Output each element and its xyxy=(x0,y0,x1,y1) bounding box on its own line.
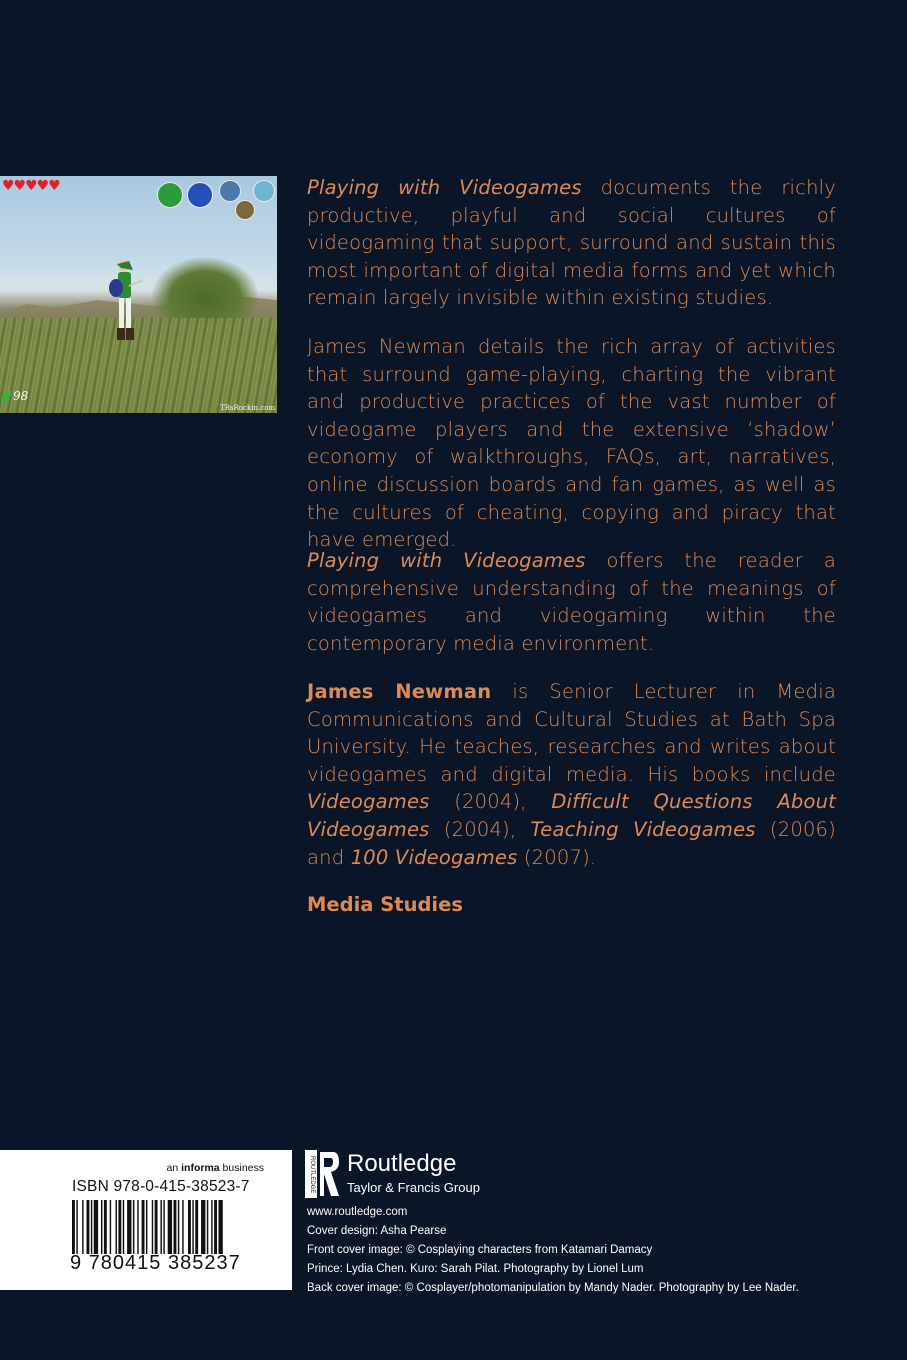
barcode-bar xyxy=(146,1200,147,1254)
c-button-icon xyxy=(235,200,255,220)
cosplayer-figure xyxy=(103,258,143,348)
svg-text:ROUTLEDGE: ROUTLEDGE xyxy=(309,1156,315,1194)
publisher-group: Taylor & Francis Group xyxy=(347,1180,480,1195)
rupee-counter: 98 xyxy=(2,389,28,403)
book-title: Playing with Videogames xyxy=(307,176,582,199)
barcode-bar xyxy=(160,1200,161,1254)
a-button-icon xyxy=(187,182,213,208)
routledge-logo-icon xyxy=(305,1150,339,1198)
book-title: Playing with Videogames xyxy=(307,549,586,572)
barcode-bar xyxy=(182,1200,183,1254)
barcode-bar xyxy=(207,1200,208,1254)
barcode-bar xyxy=(174,1200,177,1254)
back-cover-photo xyxy=(0,176,277,413)
barcode-bar xyxy=(116,1200,117,1254)
barcode-bar xyxy=(101,1200,102,1254)
blurb-paragraph-1: Playing with Videogames documents the richly productive, playful and social cultures of videogaming that support, surround and sustain this most important of digital media forms and yet which remain largely invisible within existing studies. xyxy=(307,176,836,310)
barcode-bar xyxy=(104,1200,107,1254)
credit-line: Front cover image: © Cosplaying characters from Katamari Damacy xyxy=(307,1244,653,1256)
barcode-bar xyxy=(155,1200,158,1254)
barcode-bar xyxy=(94,1200,98,1254)
barcode-bar xyxy=(152,1200,153,1254)
barcode-bar xyxy=(91,1200,92,1254)
barcode-bar xyxy=(142,1200,145,1254)
barcode xyxy=(70,1200,270,1254)
b-button-icon xyxy=(157,182,183,208)
barcode-bar xyxy=(82,1200,83,1254)
credit-line: Back cover image: © Cosplayer/photomanipulation by Mandy Nader. Photography by Lee Nader. xyxy=(307,1282,799,1294)
barcode-bar xyxy=(118,1200,121,1254)
barcode-bar xyxy=(87,1200,90,1254)
barcode-bar xyxy=(195,1200,198,1254)
barcode-bar xyxy=(168,1200,172,1254)
barcode-bar xyxy=(110,1200,111,1254)
subject-category: Media Studies xyxy=(307,893,463,916)
informa-label: an informa business xyxy=(166,1162,264,1174)
barcode-bar xyxy=(133,1200,134,1254)
barcode-bar xyxy=(188,1200,191,1254)
credits xyxy=(307,1203,799,1298)
publisher-name: Routledge xyxy=(347,1150,457,1177)
website-link[interactable]: www.routledge.com xyxy=(307,1206,408,1218)
barcode-digits: 9 780415 385237 xyxy=(70,1252,241,1274)
barcode-bar xyxy=(211,1200,212,1254)
barcode-bar xyxy=(178,1200,179,1254)
credit-line: Prince: Lydia Chen. Kuro: Sarah Pilat. Photography by Lionel Lum xyxy=(307,1263,644,1275)
barcode-bar xyxy=(72,1200,75,1254)
barcode-bar xyxy=(201,1200,205,1254)
blurb-paragraph-3: Playing with Videogames offers the reader a comprehensive understanding of the meanings of videogames and videogaming within the contemporary media environment. xyxy=(307,549,836,655)
hearts-icon: ♥♥♥♥♥ xyxy=(2,178,60,194)
author-bio: James Newman is Senior Lecturer in Media Communications and Cultural Studies at Bath Spa University. He teaches, researches and writes about videogames and digital media. His books include Videogames (2004), Difficult Questions About Videogames (2004), Teaching Videogames (2006) and 100 Videogames (2007). xyxy=(307,680,836,869)
author-name: James Newman xyxy=(307,680,492,703)
barcode-bar xyxy=(137,1200,138,1254)
barcode-bar xyxy=(163,1200,164,1254)
c-button-icon xyxy=(253,180,275,202)
barcode-bar xyxy=(192,1200,193,1254)
isbn-text: ISBN 978-0-415-38523-7 xyxy=(72,1178,250,1195)
barcode-panel xyxy=(0,1150,292,1290)
barcode-bar xyxy=(218,1200,222,1254)
rupee-icon xyxy=(1,391,12,401)
barcode-bar xyxy=(127,1200,131,1254)
barcode-bar xyxy=(123,1200,124,1254)
barcode-bar xyxy=(214,1200,217,1254)
bush xyxy=(150,256,260,326)
photo-credit: TRsRockin.com xyxy=(220,404,275,412)
credit-line: Cover design: Asha Pearse xyxy=(307,1225,447,1237)
blurb-paragraph-2: James Newman details the rich array of activities that surround game-playing, charting the vibrant and productive practices of the vast number of videogame players and the extensive ‘shadow’ economy of walkthroughs, FAQs, art, narratives, online discussion boards and fan games, as well as the cultures of cheating, copying and piracy that have emerged. xyxy=(307,335,836,552)
barcode-bar xyxy=(76,1200,77,1254)
c-button-icon xyxy=(219,180,241,202)
